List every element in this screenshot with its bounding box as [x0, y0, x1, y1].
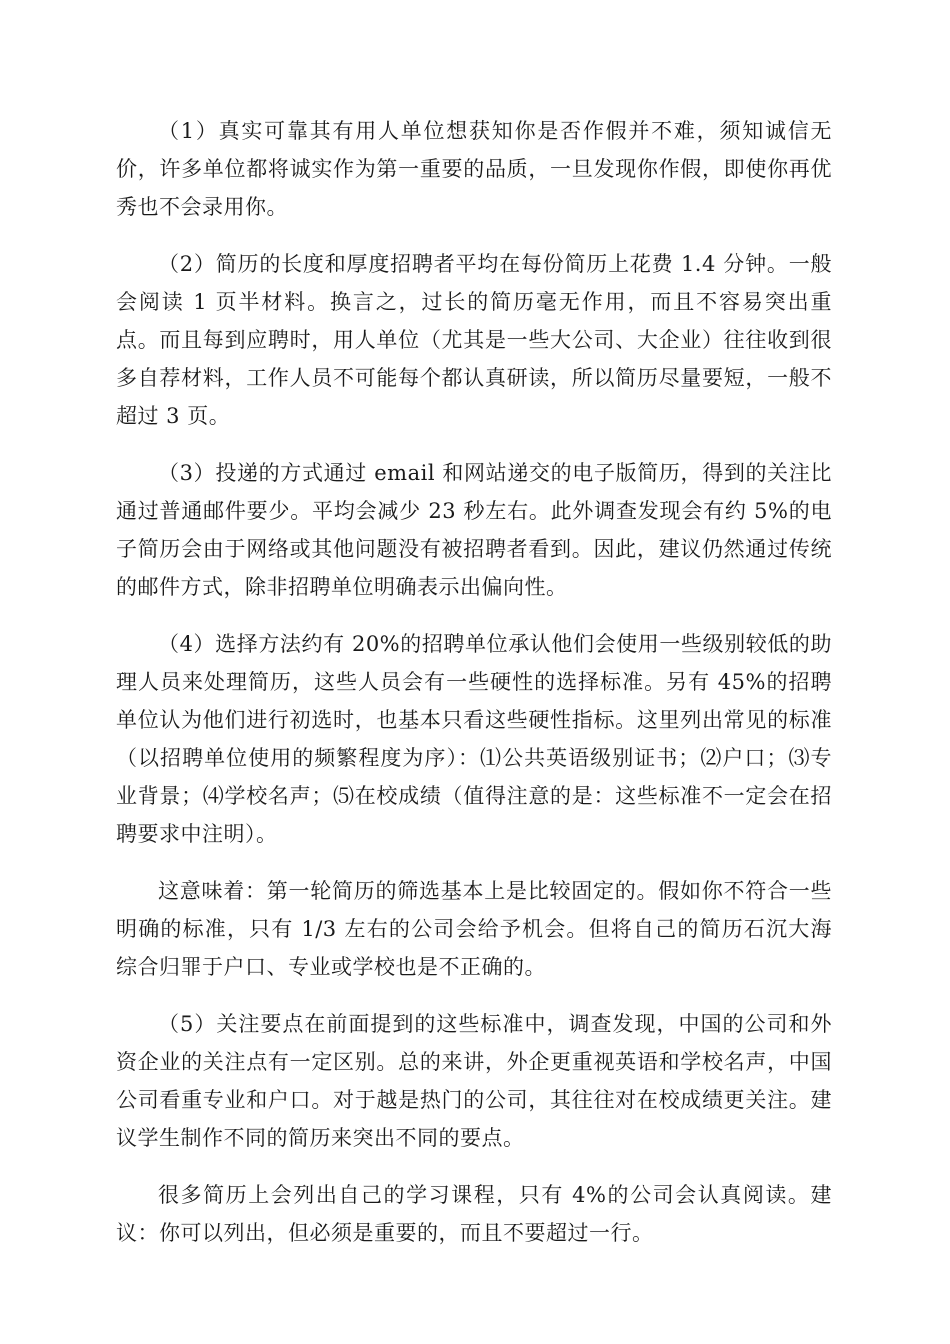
paragraph-authenticity: （1）真实可靠其有用人单位想获知你是否作假并不难，须知诚信无价，许多单位都将诚实作为第一重要的品质，一旦发现你作假，即使你再优秀也不会录用你。 [116, 119, 832, 219]
paragraph-selection: （4）选择方法约有 20%的招聘单位承认他们会使用一些级别较低的助理人员来处理简历，这些人员会有一些硬性的选择标准。另有 45%的招聘单位认为他们进行初选时，也基本只看这些硬性指标。这里列出常见的标准（以招聘单位使用的频繁程度为序）：⑴公共英语级别证书；⑵户口；⑶专业背景；⑷学校名声；⑸在校成绩（值得注意的是：这些标准不一定会在招聘要求中注明）。 [116, 632, 832, 846]
paragraph-length: （2）简历的长度和厚度招聘者平均在每份简历上花费 1.4 分钟。一般会阅读 1 页半材料。换言之，过长的简历毫无作用，而且不容易突出重点。而且每到应聘时，用人单位（尤其是一些大公司、大企业）往往收到很多自荐材料，工作人员不可能每个都认真研读，所以简历尽量要短，一般不超过 3 页。 [116, 252, 832, 428]
paragraph-meaning: 这意味着：第一轮简历的筛选基本上是比较固定的。假如你不符合一些明确的标准，只有 1/3 左右的公司会给予机会。但将自己的简历石沉大海综合归罪于户口、专业或学校也是不正确的。 [116, 879, 832, 979]
paragraph-courses: 很多简历上会列出自己的学习课程，只有 4%的公司会认真阅读。建议：你可以列出，但必须是重要的，而且不要超过一行。 [116, 1183, 832, 1245]
paragraph-focus: （5）关注要点在前面提到的这些标准中，调查发现，中国的公司和外资企业的关注点有一定区别。总的来讲，外企更重视英语和学校名声，中国公司看重专业和户口。对于越是热门的公司，其往往对在校成绩更关注。建议学生制作不同的简历来突出不同的要点。 [116, 1012, 832, 1150]
paragraph-delivery: （3）投递的方式通过 email 和网站递交的电子版简历，得到的关注比通过普通邮件要少。平均会减少 23 秒左右。此外调查发现会有约 5%的电子简历会由于网络或其他问题没有被招聘者看到。因此，建议仍然通过传统的邮件方式，除非招聘单位明确表示出偏向性。 [116, 461, 832, 599]
